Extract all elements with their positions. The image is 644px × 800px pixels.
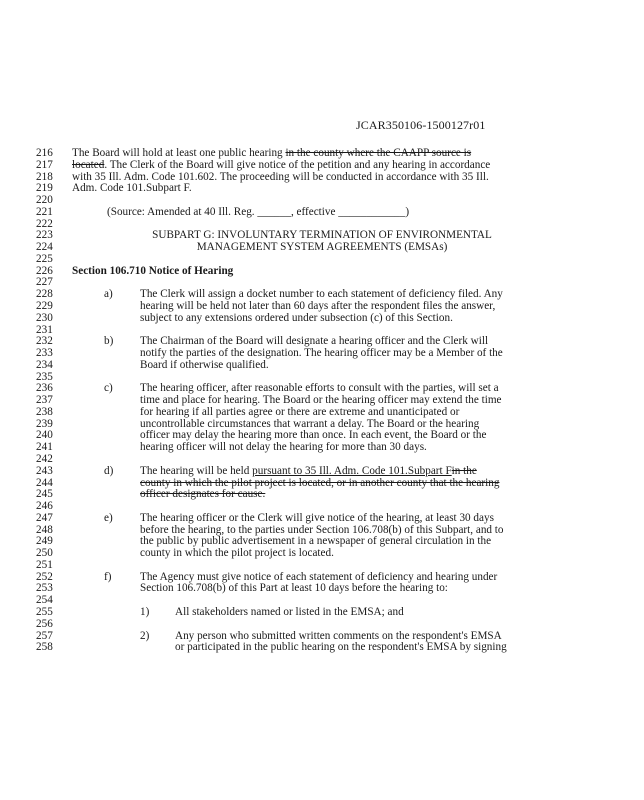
subsection-marker: 2) bbox=[140, 629, 150, 642]
line-number: 252 bbox=[36, 570, 53, 583]
deleted-text: county in which the pilot project is located, or in another county that the hearing bbox=[140, 476, 500, 489]
text-segment: notify the parties of the designation. The hearing officer may be a Member of the bbox=[140, 347, 503, 360]
line-text bbox=[107, 206, 409, 219]
line-number: 224 bbox=[36, 241, 53, 254]
text-segment: SUBPART G: INVOLUNTARY TERMINATION OF ENVIRONMENTAL bbox=[152, 229, 492, 242]
subsection-marker: d) bbox=[104, 464, 114, 477]
line-number: 244 bbox=[36, 476, 53, 489]
line-number: 255 bbox=[36, 606, 53, 619]
line-number: 242 bbox=[36, 453, 53, 466]
text-segment: or participated in the public hearing on the respondent's EMSA by signing bbox=[175, 641, 507, 654]
line-number: 246 bbox=[36, 500, 53, 513]
line-number: 220 bbox=[36, 194, 53, 207]
text-segment: The Clerk will assign a docket number to each statement of deficiency filed. Any bbox=[140, 288, 503, 301]
text-segment: Section 106.710 Notice of Hearing bbox=[72, 264, 234, 277]
line-number: 249 bbox=[36, 535, 53, 548]
line-text bbox=[140, 547, 334, 560]
line-number: 227 bbox=[36, 276, 53, 289]
line-number: 253 bbox=[36, 582, 53, 595]
line-number: 230 bbox=[36, 311, 53, 324]
text-segment: MANAGEMENT SYSTEM AGREEMENTS (EMSAs) bbox=[196, 241, 448, 254]
line-number: 228 bbox=[36, 288, 53, 301]
line-number: 221 bbox=[36, 205, 53, 218]
line-number: 247 bbox=[36, 511, 53, 524]
document-id: JCAR350106-1500127r01 bbox=[356, 118, 486, 132]
text-segment: Any person who submitted written comments on the respondent's EMSA bbox=[175, 629, 502, 642]
text-segment: county in which the pilot project is located. bbox=[140, 547, 334, 560]
line-number: 216 bbox=[36, 147, 53, 159]
line-number: 226 bbox=[36, 264, 53, 277]
deleted-text: in the bbox=[451, 464, 477, 477]
inserted-text: pursuant to 35 Ill. Adm. Code 101.Subpart F bbox=[252, 464, 452, 477]
subsection-marker: c) bbox=[104, 382, 113, 395]
line-text bbox=[140, 359, 269, 372]
line-number: 258 bbox=[36, 641, 53, 654]
line-number: 234 bbox=[36, 358, 53, 371]
line-number: 248 bbox=[36, 523, 53, 536]
text-segment: . The Clerk of the Board will give notice of the petition and any hearing in accordance bbox=[104, 158, 491, 171]
text-segment: officer may delay the hearing more than once. In each event, the Board or the bbox=[140, 429, 487, 442]
line-number: 219 bbox=[36, 182, 53, 195]
text-segment: The hearing officer or the Clerk will give notice of the hearing, at least 30 days bbox=[140, 511, 494, 524]
text-segment: the public by public advertisement in a newspaper of general circulation in the bbox=[140, 535, 492, 548]
line-text bbox=[175, 606, 404, 619]
deleted-text: in the county where the CAAPP source is bbox=[285, 147, 472, 159]
text-segment: The Board will hold at least one public hearing bbox=[72, 147, 286, 159]
line-number: 235 bbox=[36, 370, 53, 383]
text-segment: Adm. Code 101.Subpart F. bbox=[72, 182, 192, 195]
text-segment: hearing officer will not delay the hearing for more than 30 days. bbox=[140, 441, 427, 454]
line-number: 238 bbox=[36, 405, 53, 418]
text-segment: subject to any extensions ordered under subsection (c) of this Section. bbox=[140, 311, 453, 324]
line-text bbox=[140, 441, 427, 454]
line-number: 233 bbox=[36, 347, 53, 360]
line-number: 257 bbox=[36, 629, 53, 642]
line-number: 229 bbox=[36, 300, 53, 312]
text-segment: Board if otherwise qualified. bbox=[140, 358, 269, 371]
line-number: 218 bbox=[36, 170, 53, 183]
text-segment: time and place for hearing. The Board or the hearing officer may extend the time bbox=[140, 394, 502, 407]
line-number: 254 bbox=[36, 594, 53, 607]
line-text bbox=[140, 488, 265, 501]
text-segment: for hearing if all parties agree or there are extreme and unanticipated or bbox=[140, 405, 460, 418]
subsection-marker: a) bbox=[104, 288, 113, 301]
line-text bbox=[72, 241, 572, 254]
line-number: 245 bbox=[36, 488, 53, 501]
line-number: 250 bbox=[36, 547, 53, 560]
text-segment: The hearing officer, after reasonable efforts to consult with the parties, will set a bbox=[140, 382, 499, 395]
text-segment: The hearing will be held bbox=[140, 464, 253, 477]
line-number: 256 bbox=[36, 617, 53, 630]
text-segment: The Agency must give notice of each statement of deficiency and hearing under bbox=[140, 570, 498, 583]
line-number: 231 bbox=[36, 323, 53, 336]
subsection-marker: 1) bbox=[140, 606, 150, 619]
line-number: 217 bbox=[36, 158, 53, 171]
text-segment: The Chairman of the Board will designate a hearing officer and the Clerk will bbox=[140, 335, 489, 348]
line-text bbox=[72, 265, 233, 278]
text-segment: All stakeholders named or listed in the EMSA; and bbox=[175, 606, 404, 619]
text-segment: with 35 Ill. Adm. Code 101.602. The proceeding will be conducted in accordance with 35 Ill. bbox=[72, 170, 489, 183]
text-segment: uncontrollable circumstances that warrant a delay. The Board or the hearing bbox=[140, 417, 480, 430]
line-number: 223 bbox=[36, 229, 53, 242]
deleted-text: located bbox=[72, 158, 105, 171]
line-number: 240 bbox=[36, 429, 53, 442]
line-number: 251 bbox=[36, 558, 53, 571]
text-segment: Section 106.708(b) of this Part at least 10 days before the hearing to: bbox=[140, 582, 448, 595]
line-number: 237 bbox=[36, 394, 53, 407]
line-number: 222 bbox=[36, 217, 53, 230]
line-text bbox=[140, 312, 453, 325]
line-number: 241 bbox=[36, 441, 53, 454]
text-segment: (Source: Amended at 40 Ill. Reg. ______, effective ____________) bbox=[107, 205, 410, 218]
line-text bbox=[175, 641, 507, 654]
deleted-text: officer designates for cause. bbox=[140, 488, 266, 501]
line-number: 225 bbox=[36, 252, 53, 265]
line-text bbox=[72, 182, 192, 195]
line-number: 232 bbox=[36, 335, 53, 348]
line-number: 243 bbox=[36, 464, 53, 477]
text-segment: before the hearing, to the parties under Section 106.708(b) of this Subpart, and to bbox=[140, 523, 504, 536]
subsection-marker: e) bbox=[104, 511, 113, 524]
subsection-marker: f) bbox=[104, 570, 112, 583]
line-number: 239 bbox=[36, 417, 53, 430]
line-text bbox=[140, 582, 448, 595]
text-segment: hearing will be held not later than 60 days after the respondent files the answer, bbox=[140, 300, 496, 312]
line-number: 236 bbox=[36, 382, 53, 395]
subsection-marker: b) bbox=[104, 335, 114, 348]
